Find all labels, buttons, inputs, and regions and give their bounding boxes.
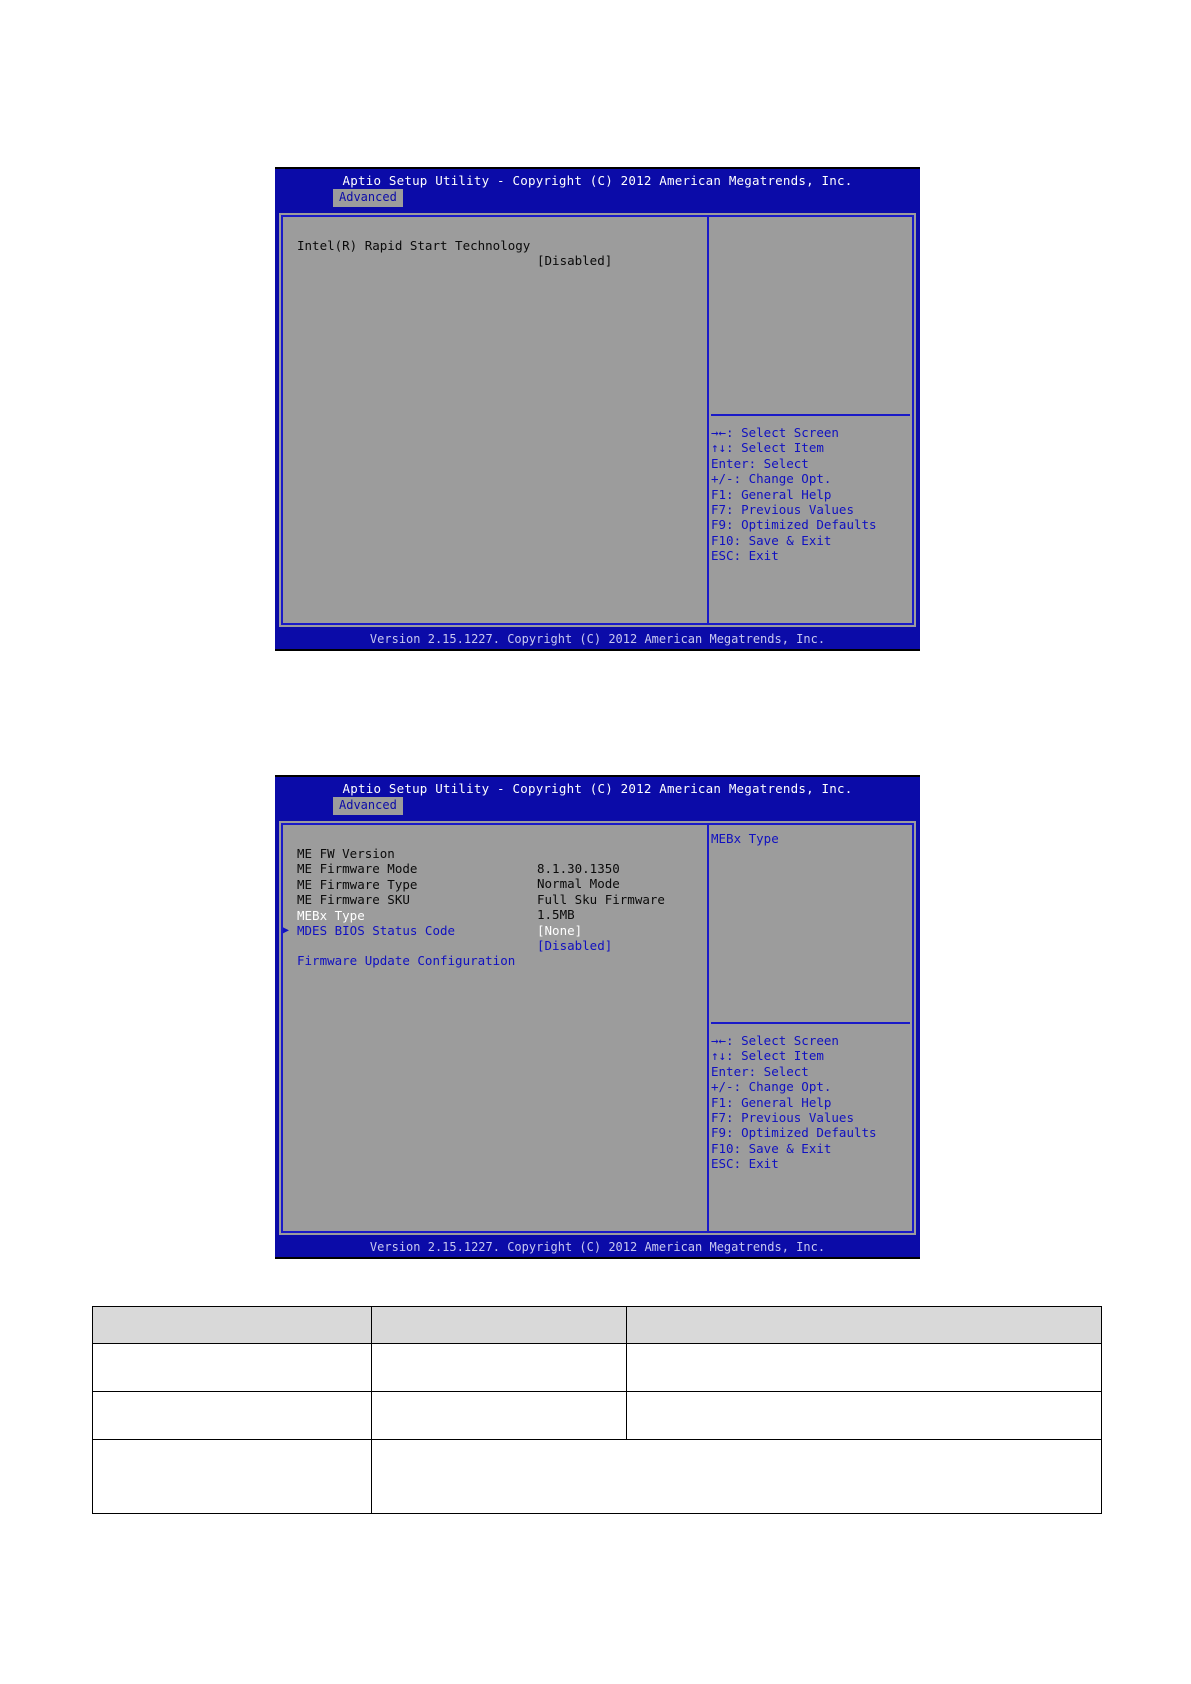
table-row bbox=[93, 1392, 1102, 1440]
setting-value[interactable]: [Disabled] bbox=[537, 253, 613, 268]
table-cell bbox=[627, 1344, 1102, 1392]
table-cell bbox=[93, 1392, 372, 1440]
bios-title: Aptio Setup Utility - Copyright (C) 2012 American Megatrends, Inc. bbox=[342, 173, 853, 188]
key-legend-item: →←: Select Screen bbox=[711, 425, 839, 440]
help-pane bbox=[709, 825, 912, 1231]
info-label: ME FW Version bbox=[297, 846, 395, 861]
table-header-cell bbox=[93, 1307, 372, 1344]
key-legend-item: ESC: Exit bbox=[711, 548, 779, 564]
key-legend-item: F9: Optimized Defaults bbox=[711, 1125, 877, 1141]
bios-frame bbox=[277, 211, 918, 629]
bios-screen-rapid-start bbox=[275, 167, 920, 651]
submenu-arrow-icon: ▶ bbox=[283, 925, 290, 937]
table-cell bbox=[372, 1440, 1102, 1514]
key-legend-item: F7: Previous Values bbox=[711, 501, 854, 517]
setting-label: MDES BIOS Status Code bbox=[297, 923, 456, 938]
table-header-cell bbox=[372, 1307, 627, 1344]
table-cell bbox=[372, 1344, 627, 1392]
setting-label: MEBx Type bbox=[297, 907, 365, 923]
bios-footer: Version 2.15.1227. Copyright (C) 2012 American Megatrends, Inc. bbox=[275, 1237, 920, 1259]
bios-inner-frame bbox=[281, 823, 914, 1233]
key-legend-item: Enter: Select bbox=[711, 1063, 809, 1079]
table-cell bbox=[93, 1440, 372, 1514]
help-pane bbox=[709, 217, 912, 623]
key-legend-item: F10: Save & Exit bbox=[711, 1140, 832, 1156]
setting-label: Intel(R) Rapid Start Technology bbox=[297, 238, 531, 253]
table-row bbox=[93, 1440, 1102, 1514]
key-legend-item: ↑↓: Select Item bbox=[711, 440, 824, 456]
info-value: Normal Mode bbox=[537, 876, 620, 892]
setting-value[interactable]: [None] bbox=[537, 922, 583, 938]
info-label: ME Firmware SKU bbox=[297, 892, 410, 908]
bios-frame bbox=[277, 819, 918, 1237]
help-divider bbox=[711, 1022, 910, 1024]
tab-advanced[interactable]: Advanced bbox=[333, 189, 403, 207]
key-legend-item: →←: Select Screen bbox=[711, 1033, 839, 1048]
bios-footer: Version 2.15.1227. Copyright (C) 2012 American Megatrends, Inc. bbox=[275, 629, 920, 651]
info-label: ME Firmware Mode bbox=[297, 861, 418, 877]
info-value: 1.5MB bbox=[537, 907, 575, 923]
key-legend-item: ↑↓: Select Item bbox=[711, 1048, 824, 1064]
tab-advanced[interactable]: Advanced bbox=[333, 797, 403, 815]
key-legend-item: F10: Save & Exit bbox=[711, 532, 832, 548]
key-legend-item: F1: General Help bbox=[711, 1094, 832, 1110]
bios-screen-me-config bbox=[275, 775, 920, 1259]
key-legend-item: F1: General Help bbox=[711, 486, 832, 502]
submenu-label: Firmware Update Configuration bbox=[297, 953, 516, 969]
info-value: Full Sku Firmware bbox=[537, 891, 665, 907]
table-header-row bbox=[93, 1307, 1102, 1344]
table-cell bbox=[627, 1392, 1102, 1440]
info-label: ME Firmware Type bbox=[297, 876, 418, 892]
key-legend bbox=[711, 425, 877, 564]
table-header-cell bbox=[627, 1307, 1102, 1344]
settings-pane bbox=[283, 825, 709, 1231]
bios-header bbox=[275, 167, 920, 211]
bios-title: Aptio Setup Utility - Copyright (C) 2012 American Megatrends, Inc. bbox=[342, 781, 853, 796]
help-text: MEBx Type bbox=[711, 831, 779, 846]
table-row bbox=[93, 1344, 1102, 1392]
bios-inner-frame bbox=[281, 215, 914, 625]
table-cell bbox=[372, 1392, 627, 1440]
key-legend-item: +/-: Change Opt. bbox=[711, 471, 832, 487]
setting-rapid-start[interactable] bbox=[297, 223, 613, 268]
setting-value[interactable]: [Disabled] bbox=[537, 938, 613, 953]
bios-header bbox=[275, 775, 920, 819]
settings-pane bbox=[283, 217, 709, 623]
help-divider bbox=[711, 414, 910, 416]
key-legend bbox=[711, 1033, 877, 1172]
settings-table bbox=[92, 1306, 1102, 1514]
key-legend-item: Enter: Select bbox=[711, 455, 809, 471]
key-legend-item: +/-: Change Opt. bbox=[711, 1079, 832, 1095]
key-legend-item: F9: Optimized Defaults bbox=[711, 517, 877, 533]
table-cell bbox=[93, 1344, 372, 1392]
info-value: 8.1.30.1350 bbox=[537, 861, 620, 876]
key-legend-item: ESC: Exit bbox=[711, 1156, 779, 1172]
key-legend-item: F7: Previous Values bbox=[711, 1109, 854, 1125]
